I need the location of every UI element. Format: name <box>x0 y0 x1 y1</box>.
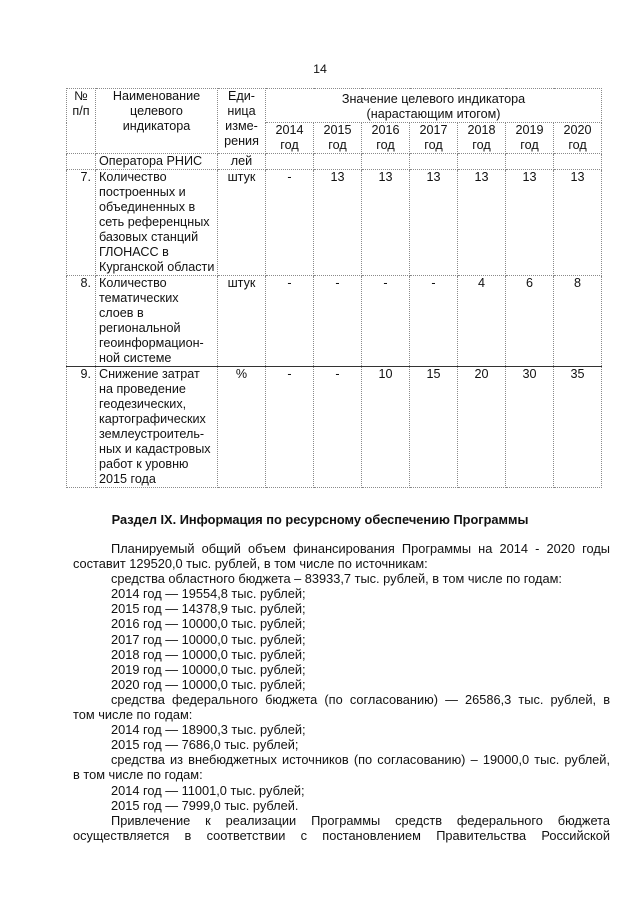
row-unit: лей <box>218 154 266 170</box>
year-line: 2014 год — 11001,0 тыс. рублей; <box>111 782 305 798</box>
row-value: - <box>266 367 314 488</box>
year-line: 2016 год — 10000,0 тыс. рублей; <box>111 616 306 632</box>
row-name: Количество построенных и объединенных в сеть референцных базовых станций ГЛОНАСС в Курганской области <box>96 170 218 276</box>
header-value-group: Значение целевого индикатора (нарастающим итогом) <box>266 89 602 123</box>
header-year: 2020 год <box>554 123 602 154</box>
row-value <box>266 154 314 170</box>
header-year: 2016 год <box>362 123 410 154</box>
header-name: Наименование целевого индикатора <box>96 89 218 154</box>
paragraph-line: осуществляется в соответствии с постановлением Правительства Российской <box>73 827 610 843</box>
row-value: 20 <box>458 367 506 488</box>
row-value: 13 <box>410 170 458 276</box>
row-value: - <box>266 276 314 367</box>
year-line: 2014 год — 19554,8 тыс. рублей; <box>111 586 306 602</box>
row-unit: штук <box>218 276 266 367</box>
year-line: 2020 год — 10000,0 тыс. рублей; <box>111 676 306 692</box>
row-value: - <box>410 276 458 367</box>
row-value: 13 <box>314 170 362 276</box>
paragraph-line: Привлечение к реализации Программы средств федерального бюджета <box>111 812 610 828</box>
year-line: 2015 год — 7686,0 тыс. рублей; <box>111 737 299 753</box>
row-value <box>410 154 458 170</box>
table-header-row <box>67 89 602 123</box>
header-year: 2015 год <box>314 123 362 154</box>
row-value: 10 <box>362 367 410 488</box>
row-num: 9. <box>67 367 96 488</box>
year-line: 2018 год — 10000,0 тыс. рублей; <box>111 646 306 662</box>
header-year: 2017 год <box>410 123 458 154</box>
row-value: - <box>266 170 314 276</box>
row-value: 8 <box>554 276 602 367</box>
row-name: Количество тематических слоев в региональной геоинформацион- ной системе <box>96 276 218 367</box>
row-num: 8. <box>67 276 96 367</box>
paragraph-line: средства федерального бюджета (по согласованию) — 26586,3 тыс. рублей, в <box>111 691 610 707</box>
row-name: Снижение затрат на проведение геодезических, картографических землеустроитель- ных и кадастровых работ к уровню 2015 года <box>96 367 218 488</box>
paragraph-line: Планируемый общий объем финансирования Программы на 2014 - 2020 годы <box>111 541 610 556</box>
header-year: 2019 год <box>506 123 554 154</box>
year-line: 2017 год — 10000,0 тыс. рублей; <box>111 631 306 647</box>
row-value: 4 <box>458 276 506 367</box>
paragraph-line: средства из внебюджетных источников (по согласованию) – 19000,0 тыс. рублей, <box>111 752 610 768</box>
indicator-table <box>66 88 602 488</box>
table-row-9 <box>67 367 602 488</box>
paragraph-line: в том числе по годам: <box>73 767 203 783</box>
row-value <box>506 154 554 170</box>
row-value: 13 <box>554 170 602 276</box>
row-value <box>314 154 362 170</box>
row-value: 6 <box>506 276 554 367</box>
body-text <box>73 541 610 843</box>
row-unit: % <box>218 367 266 488</box>
row-value <box>554 154 602 170</box>
year-line: 2015 год — 14378,9 тыс. рублей; <box>111 601 306 617</box>
row-num: 7. <box>67 170 96 276</box>
table-row-continuation <box>67 154 602 170</box>
year-line: 2015 год — 7999,0 тыс. рублей. <box>111 797 299 813</box>
row-value <box>458 154 506 170</box>
row-unit: штук <box>218 170 266 276</box>
header-year: 2014 год <box>266 123 314 154</box>
row-value: 35 <box>554 367 602 488</box>
row-value: 30 <box>506 367 554 488</box>
paragraph-line: составит 129520,0 тыс. рублей, в том числе по источникам: <box>73 556 428 572</box>
row-value: 13 <box>458 170 506 276</box>
row-value <box>362 154 410 170</box>
row-name: Оператора РНИС <box>96 154 218 170</box>
row-value: 13 <box>362 170 410 276</box>
row-value: 15 <box>410 367 458 488</box>
table-row-7 <box>67 170 602 276</box>
paragraph-line: том числе по годам: <box>73 707 193 723</box>
section-title: Раздел IX. Информация по ресурсному обеспечению Программы <box>111 512 529 527</box>
row-value: - <box>314 367 362 488</box>
indicator-table-container <box>66 88 602 488</box>
page-number: 14 <box>313 62 327 76</box>
year-line: 2019 год — 10000,0 тыс. рублей; <box>111 661 306 677</box>
header-num: № п/п <box>67 89 96 154</box>
year-line: 2014 год — 18900,3 тыс. рублей; <box>111 722 306 738</box>
row-value: - <box>314 276 362 367</box>
header-unit: Еди- ница изме- рения <box>218 89 266 154</box>
paragraph-line: средства областного бюджета – 83933,7 тыс. рублей, в том числе по годам: <box>111 571 562 587</box>
row-value: - <box>362 276 410 367</box>
header-year: 2018 год <box>458 123 506 154</box>
table-row-8 <box>67 276 602 367</box>
row-num <box>67 154 96 170</box>
row-value: 13 <box>506 170 554 276</box>
